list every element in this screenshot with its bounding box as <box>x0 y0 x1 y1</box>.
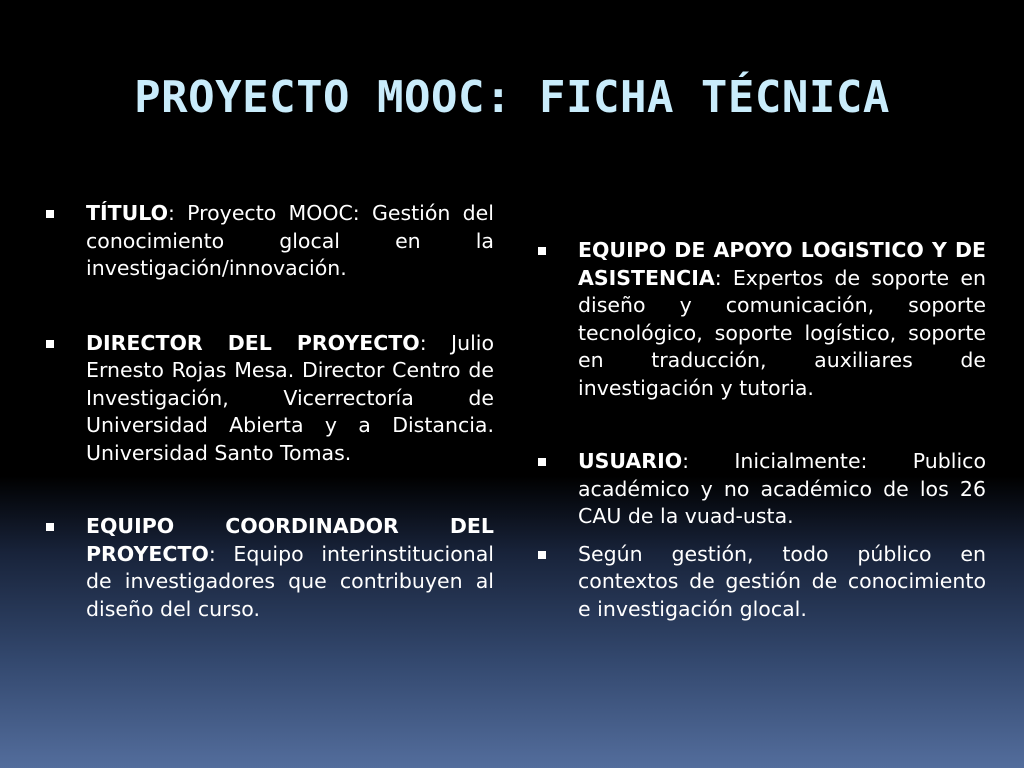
bullet-text: : Expertos de soporte en diseño y comunicación, soporte tecnológico, soporte logístico, soporte en traducción, auxiliares de investigación y tutoria. <box>578 265 986 400</box>
bullet-text: Según gestión, todo público en contextos de gestión de conocimiento e investigación glocal. <box>578 541 986 621</box>
square-bullet-icon <box>538 247 546 255</box>
bullet-label: EQUIPO DE APOYO LOGISTICO Y DE ASISTENCIA <box>578 238 986 290</box>
bullet-label: EQUIPO COORDINADOR DEL PROYECTO <box>86 514 494 566</box>
bullet-text: : Julio Ernesto Rojas Mesa. Director Centro de Investigación, Vicerrectoría de Universidad Abierta y a Distancia. Universidad Santo Tomas. <box>86 330 494 465</box>
bullet-text: : Inicialmente: Publico académico y no académico de los 26 CAU de la vuad-usta. <box>578 449 986 528</box>
square-bullet-icon <box>46 340 54 348</box>
bullet-usuario <box>536 448 986 531</box>
slide-title: PROYECTO MOOC: FICHA TÉCNICA <box>134 72 890 123</box>
bullet-equipo-coordinador <box>44 513 494 623</box>
square-bullet-icon <box>538 551 546 559</box>
bullet-label: TÍTULO <box>86 201 168 225</box>
bullet-equipo-apoyo <box>536 237 986 402</box>
square-bullet-icon <box>46 523 54 531</box>
bullet-label: USUARIO <box>578 449 683 473</box>
square-bullet-icon <box>46 210 54 218</box>
bullet-text: : Equipo interinstitucional de investigadores que contribuyen al diseño del curso. <box>86 541 494 621</box>
bullet-titulo <box>44 200 494 283</box>
bullet-director <box>44 330 494 468</box>
square-bullet-icon <box>538 458 546 466</box>
bullet-text: : Proyecto MOOC: Gestión del conocimiento glocal en la investigación/innovación. <box>86 201 494 280</box>
bullet-segun-gestion <box>536 541 986 624</box>
left-column <box>44 200 494 623</box>
bullet-label: DIRECTOR DEL PROYECTO <box>86 330 420 355</box>
right-column <box>536 237 986 623</box>
